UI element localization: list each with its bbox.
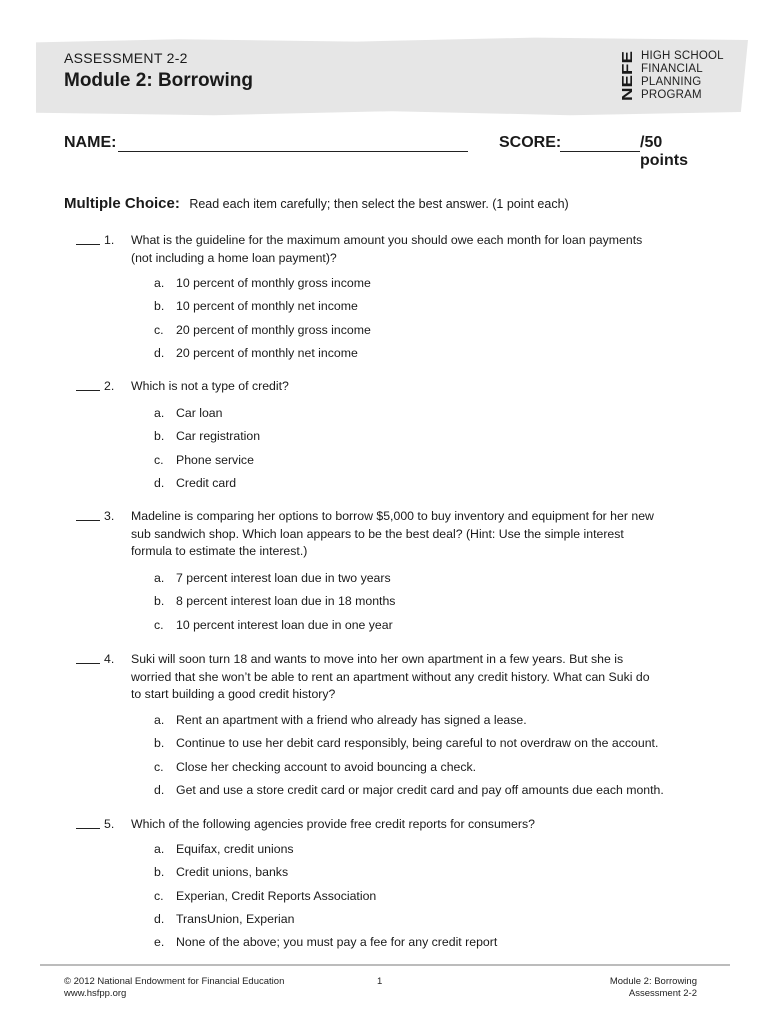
- answer-blank[interactable]: [76, 651, 100, 664]
- question-number: 1.: [104, 233, 115, 247]
- question-text-line: sub sandwich shop. Which loan appears to be the best deal? (Hint: Use the simple interest: [131, 526, 624, 541]
- option-letter: b.: [154, 736, 165, 751]
- name-label: NAME:: [64, 134, 117, 151]
- option-text: Close her checking account to avoid bouncing a check.: [176, 759, 477, 774]
- answer-blank[interactable]: [76, 508, 100, 521]
- nefe-logo-mark: [620, 50, 635, 102]
- question-text-line: worried that she won’t be able to rent an apartment without any credit history. What can Suki do: [131, 669, 650, 684]
- question-text: [131, 232, 711, 267]
- option-text: Car loan: [176, 406, 223, 420]
- answer-blank[interactable]: [76, 816, 100, 829]
- question-text-line: Suki will soon turn 18 and wants to move into her own apartment in a few years. But she is: [131, 652, 624, 666]
- option-text: Credit unions, banks: [176, 865, 289, 880]
- points-label: /50 points: [640, 134, 688, 169]
- page-number: 1: [377, 976, 383, 987]
- page-title: Module 2: Borrowing: [64, 70, 253, 91]
- question-number: 3.: [104, 509, 115, 523]
- option-letter: a.: [154, 406, 165, 420]
- option-text: 10 percent of monthly gross income: [176, 276, 371, 290]
- name-field[interactable]: [118, 151, 468, 152]
- assessment-label: ASSESSMENT 2-2: [64, 50, 188, 66]
- instructions: [64, 195, 569, 212]
- question-text-line: What is the guideline for the maximum amount you should owe each month for loan payments: [131, 233, 643, 247]
- option-text: 20 percent of monthly net income: [176, 345, 358, 360]
- option-text: 20 percent of monthly gross income: [176, 322, 371, 337]
- svg-text:NEFE: NEFE: [619, 60, 636, 101]
- option-text: TransUnion, Experian: [176, 911, 295, 926]
- option-text: Equifax, credit unions: [176, 842, 294, 856]
- answer-blank[interactable]: [76, 378, 100, 391]
- logo-line: FINANCIAL: [641, 63, 703, 76]
- footer-module-name: Module 2: Borrowing: [609, 976, 697, 987]
- option-text: Phone service: [176, 452, 254, 467]
- logo-line: PLANNING: [641, 76, 702, 88]
- question-text-line: Madeline is comparing her options to borrow $5,000 to buy inventory and equipment for her new: [131, 509, 654, 523]
- option-letter: b.: [154, 429, 165, 444]
- footer-module: [560, 976, 697, 1000]
- logo-line: HIGH SCHOOL: [641, 50, 724, 63]
- question-number: 5.: [104, 817, 115, 831]
- option-text: 10 percent of monthly net income: [176, 299, 358, 314]
- question-text-line: to start building a good credit history?: [131, 687, 336, 701]
- option-text: None of the above; you must pay a fee for any credit report: [176, 935, 498, 950]
- option-text: 10 percent interest loan due in one year: [176, 617, 393, 632]
- website-link: www.hsfpp.org: [64, 988, 127, 999]
- nefe-logo: [620, 50, 724, 102]
- question-number: 2.: [104, 379, 115, 393]
- question-text: [131, 816, 711, 834]
- question-number: 4.: [104, 652, 115, 666]
- footer-assessment-name: Assessment 2-2: [628, 988, 697, 999]
- option-text: 8 percent interest loan due in 18 months: [176, 594, 396, 609]
- option-letter: d.: [154, 782, 165, 797]
- footer-divider: [40, 964, 730, 966]
- copyright-text: © 2012 National Endowment for Financial Education: [64, 976, 285, 987]
- option-text: Experian, Credit Reports Association: [176, 888, 377, 903]
- question-text-line: Which of the following agencies provide free credit reports for consumers?: [131, 817, 535, 831]
- question-text-line: Which is not a type of credit?: [131, 379, 289, 393]
- question-text-line: formula to estimate the interest.): [131, 544, 308, 558]
- option-text: Get and use a store credit card or major credit card and pay off amounts due each month.: [176, 782, 664, 797]
- option-letter: a.: [154, 842, 165, 856]
- answer-blank[interactable]: [76, 232, 100, 245]
- option-text: Car registration: [176, 429, 261, 444]
- score-field[interactable]: [560, 151, 640, 152]
- option-letter: b.: [154, 865, 165, 880]
- option-letter: a.: [154, 276, 165, 290]
- logo-line: PROGRAM: [641, 88, 702, 101]
- option-letter: d.: [154, 345, 165, 360]
- question-text: [131, 508, 711, 561]
- option-text: Credit card: [176, 475, 237, 490]
- section-heading: Multiple Choice:: [64, 195, 180, 212]
- option-text: Rent an apartment with a friend who already has signed a lease.: [176, 713, 527, 727]
- logo-program-name: [641, 50, 724, 101]
- option-text: 7 percent interest loan due in two years: [176, 571, 391, 585]
- option-letter: c.: [154, 617, 164, 632]
- question-text-line: (not including a home loan payment)?: [131, 250, 337, 265]
- question-text: [131, 378, 711, 396]
- option-letter: e.: [154, 935, 165, 950]
- question-text: [131, 651, 711, 704]
- score-label: SCORE:: [499, 134, 562, 151]
- option-letter: d.: [154, 475, 165, 490]
- option-text: Continue to use her debit card responsibly, being careful to not overdraw on the account.: [176, 736, 659, 751]
- option-letter: c.: [154, 322, 164, 337]
- option-letter: c.: [154, 759, 164, 774]
- option-letter: b.: [154, 299, 165, 314]
- option-letter: d.: [154, 911, 165, 926]
- option-letter: a.: [154, 571, 165, 585]
- option-letter: b.: [154, 594, 165, 609]
- footer-copyright: [64, 976, 284, 1000]
- option-letter: a.: [154, 713, 165, 727]
- instructions-text: Read each item carefully; then select the best answer. (1 point each): [189, 197, 569, 211]
- name-score-row: [64, 134, 708, 169]
- option-letter: c.: [154, 888, 164, 903]
- option-letter: c.: [154, 452, 164, 467]
